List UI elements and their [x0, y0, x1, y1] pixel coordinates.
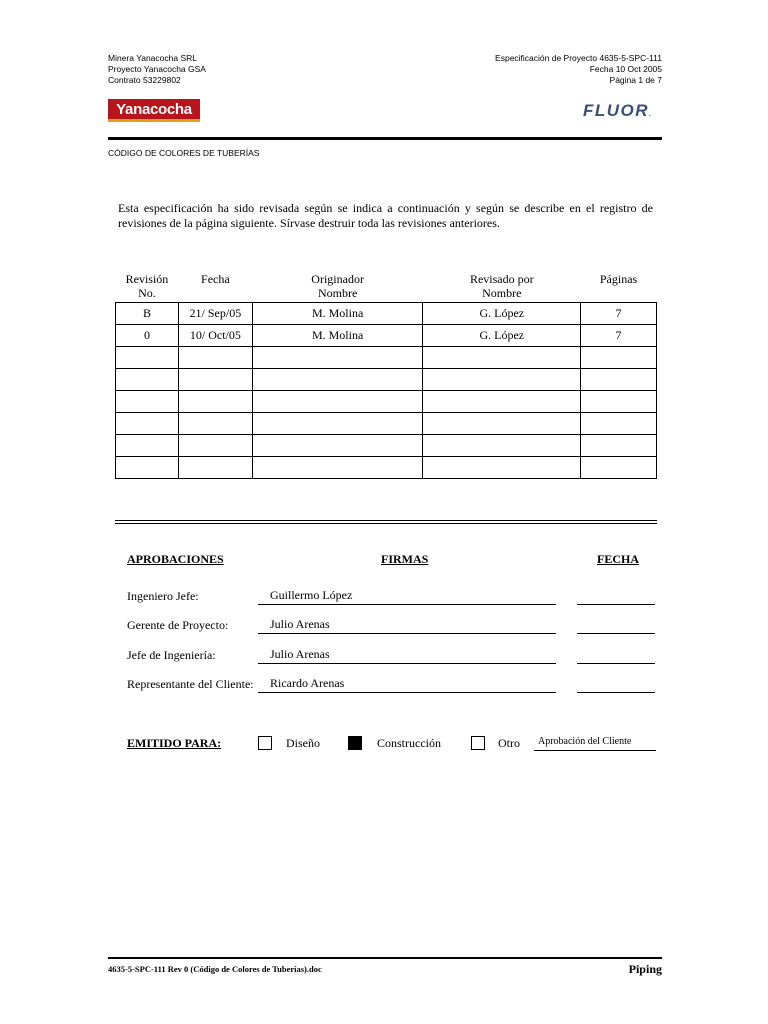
table-cell [581, 457, 657, 479]
table-cell [116, 457, 179, 479]
table-cell [581, 391, 657, 413]
table-cell [423, 413, 581, 435]
date-line [577, 617, 655, 634]
table-cell [116, 347, 179, 369]
other-checkbox[interactable] [471, 736, 485, 750]
signature-line [258, 588, 556, 605]
signature-line [258, 647, 556, 664]
table-cell [423, 347, 581, 369]
table-cell [178, 435, 252, 457]
spec-date: Fecha 10 Oct 2005 [589, 64, 662, 74]
table-row [116, 435, 657, 457]
table-cell [581, 347, 657, 369]
col-header-originator: Originador Nombre [311, 272, 364, 300]
table-cell: B [116, 303, 179, 325]
signature-line [258, 676, 556, 693]
revision-table [115, 270, 657, 479]
page-number: Página 1 de 7 [609, 75, 662, 85]
table-cell [581, 369, 657, 391]
date-line [577, 647, 655, 664]
header-right [495, 53, 662, 86]
table-row [116, 457, 657, 479]
table-cell [252, 347, 423, 369]
construction-checkbox[interactable] [348, 736, 362, 750]
signer-name: Guillermo López [270, 588, 353, 602]
header-left [108, 53, 206, 86]
section-divider [115, 520, 657, 524]
table-cell: 21/ Sep/05 [178, 303, 252, 325]
table-cell [581, 413, 657, 435]
table-cell: 10/ Oct/05 [178, 325, 252, 347]
table-cell [252, 369, 423, 391]
date-line [577, 676, 655, 693]
date-heading: FECHA [597, 552, 639, 566]
table-cell [116, 391, 179, 413]
role-label: Jefe de Ingeniería: [127, 648, 216, 662]
table-row [116, 303, 657, 325]
spec-number: Especificación de Proyecto 4635-5-SPC-111 [495, 53, 662, 63]
table-cell [423, 369, 581, 391]
role-label: Gerente de Proyecto: [127, 618, 229, 632]
role-label: Representante del Cliente: [127, 677, 254, 691]
footer-filename: 4635-5-SPC-111 Rev 0 (Código de Colores de Tuberías).doc [108, 964, 322, 974]
fluor-logo [583, 101, 651, 121]
table-cell [252, 391, 423, 413]
table-cell [423, 391, 581, 413]
table-cell: G. López [423, 325, 581, 347]
fluor-logo-text: FLUOR [583, 101, 650, 120]
issued-for-label: EMITIDO PARA: [127, 736, 222, 750]
footer-discipline: Piping [628, 962, 662, 976]
table-cell [178, 413, 252, 435]
table-cell [252, 435, 423, 457]
yanacocha-logo: Yanacocha [108, 99, 200, 122]
contract-number: Contrato 53229802 [108, 75, 181, 85]
table-cell [252, 457, 423, 479]
table-row [116, 391, 657, 413]
other-option-label: Otro [498, 736, 520, 750]
design-option-label: Diseño [286, 736, 320, 750]
signer-name: Julio Arenas [270, 617, 330, 631]
intro-paragraph: Esta especificación ha sido revisada según se indica a continuación y según se describe en el registro de revisiones de la página siguiente. Sírvase destruir toda las revisiones anteriores. [118, 201, 653, 230]
table-cell: 7 [581, 303, 657, 325]
table-row [116, 369, 657, 391]
document-title: CÓDIGO DE COLORES DE TUBERÍAS [108, 148, 260, 158]
table-cell [178, 369, 252, 391]
table-cell: M. Molina [252, 325, 423, 347]
table-cell [423, 457, 581, 479]
date-line [577, 588, 655, 605]
table-cell [178, 457, 252, 479]
table-row [116, 413, 657, 435]
header-rule [108, 137, 662, 140]
table-cell [116, 369, 179, 391]
col-header-pages: Páginas [599, 272, 638, 286]
table-cell [423, 435, 581, 457]
other-field [534, 736, 656, 751]
table-cell [178, 347, 252, 369]
company-name: Minera Yanacocha SRL [108, 53, 197, 63]
signatures-heading: FIRMAS [381, 552, 429, 566]
fluor-logo-mark: . [649, 111, 651, 118]
table-cell [116, 435, 179, 457]
col-header-date: Fecha [201, 272, 230, 286]
table-row [116, 347, 657, 369]
signer-name: Julio Arenas [270, 647, 330, 661]
signer-name: Ricardo Arenas [270, 676, 345, 690]
approvals-heading: APROBACIONES [127, 552, 224, 566]
table-row [116, 325, 657, 347]
table-cell [252, 413, 423, 435]
other-field-text: Aprobación del Cliente [538, 736, 632, 747]
table-cell: M. Molina [252, 303, 423, 325]
role-label: Ingeniero Jefe: [127, 589, 199, 603]
design-checkbox[interactable] [258, 736, 272, 750]
col-header-revision: Revisión No. [125, 272, 169, 300]
table-cell: 0 [116, 325, 179, 347]
table-cell: 7 [581, 325, 657, 347]
table-cell: G. López [423, 303, 581, 325]
col-header-reviewer: Revisado por Nombre [469, 272, 534, 300]
footer-rule [108, 957, 662, 959]
signature-line [258, 617, 556, 634]
table-cell [581, 435, 657, 457]
revision-table-header [116, 270, 657, 303]
project-name: Proyecto Yanacocha GSA [108, 64, 206, 74]
table-cell [116, 413, 179, 435]
construction-option-label: Construcción [377, 736, 441, 750]
table-cell [178, 391, 252, 413]
